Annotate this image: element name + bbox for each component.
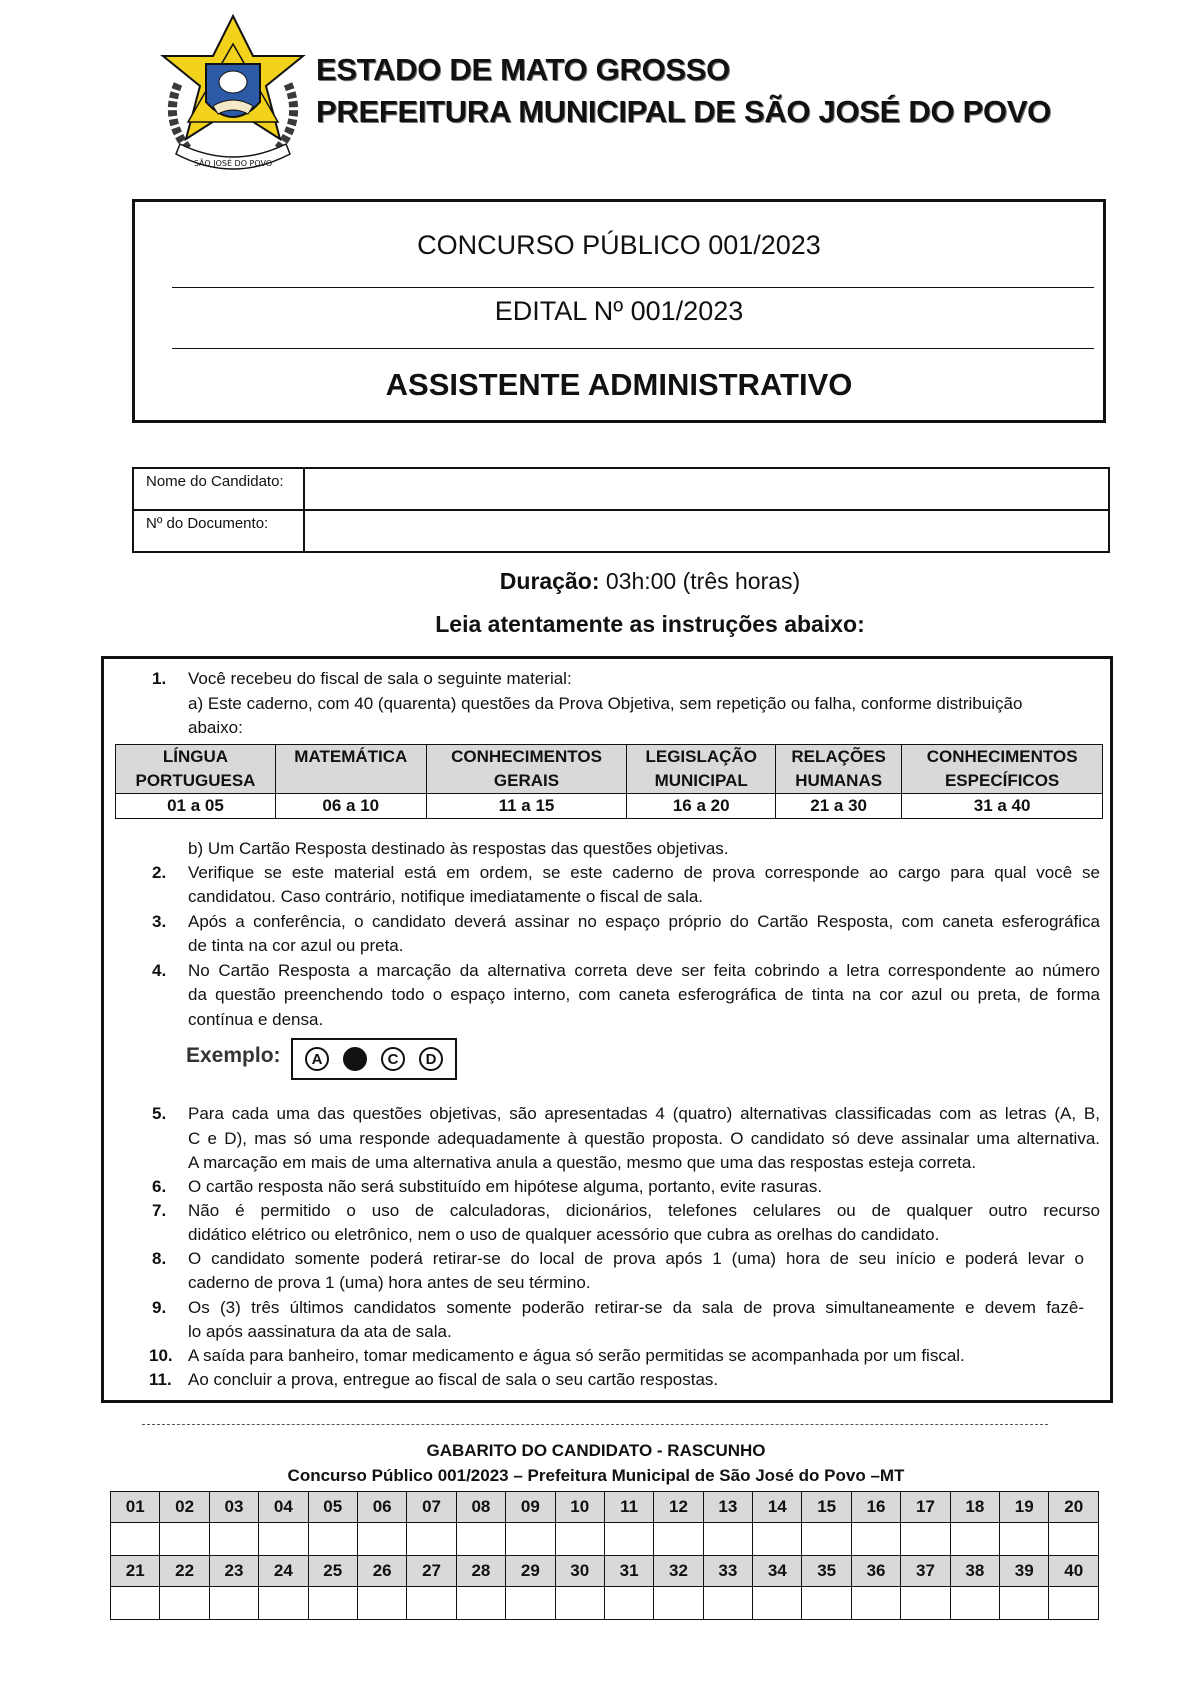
question-number: 10	[555, 1492, 604, 1523]
question-number: 32	[654, 1556, 703, 1587]
question-number: 16	[851, 1492, 900, 1523]
question-number: 17	[901, 1492, 950, 1523]
answer-cell[interactable]	[851, 1587, 900, 1620]
item-number: 11.	[149, 1370, 172, 1389]
instruction-text: Ao concluir a prova, entregue ao fiscal de sala o seu cartão respostas.	[188, 1370, 719, 1389]
question-number: 26	[357, 1556, 406, 1587]
position-title: ASSISTENTE ADMINISTRATIVO	[385, 367, 853, 402]
answer-marking-example	[186, 1038, 458, 1082]
answer-row	[111, 1587, 1099, 1620]
question-number: 40	[1049, 1556, 1099, 1587]
answer-cell[interactable]	[851, 1523, 900, 1556]
question-number: 02	[160, 1492, 209, 1523]
instruction-text: O candidato somente poderá retirar-se do local de prova após 1 (uma) hora de seu início e poderá levar o	[188, 1249, 1084, 1268]
question-number: 38	[950, 1556, 999, 1587]
subject-header: LÍNGUA PORTUGUESA	[116, 745, 276, 794]
state-name: ESTADO DE MATO GROSSO	[316, 52, 730, 87]
question-number: 05	[308, 1492, 357, 1523]
answer-cell[interactable]	[1000, 1587, 1049, 1620]
question-number: 22	[160, 1556, 209, 1587]
answer-key-subtitle: Concurso Público 001/2023 – Prefeitura Municipal de São José do Povo –MT	[287, 1466, 905, 1485]
question-range: 01 a 05	[116, 794, 276, 819]
candidate-name-field[interactable]	[304, 468, 1109, 510]
bubble-option-a: A	[305, 1047, 329, 1071]
answer-cell[interactable]	[209, 1523, 258, 1556]
item-number: 2.	[152, 863, 167, 882]
question-number-row	[111, 1556, 1099, 1587]
question-number: 34	[753, 1556, 802, 1587]
instruction-text: O cartão resposta não será substituído em hipótese alguma, portanto, evite rasuras.	[188, 1177, 823, 1196]
subject-header: CONHECIMENTOS ESPECÍFICOS	[902, 745, 1103, 794]
question-number: 13	[703, 1492, 752, 1523]
item-number: 10.	[149, 1346, 173, 1365]
instructions-box	[101, 656, 1113, 1403]
item-number: 1.	[152, 669, 167, 688]
answer-cell[interactable]	[901, 1587, 950, 1620]
instruction-text: b) Um Cartão Resposta destinado às respostas das questões objetivas.	[188, 839, 729, 858]
item-number: 8.	[152, 1249, 167, 1268]
answer-cell[interactable]	[357, 1523, 406, 1556]
bubble-option-b-filled: B	[343, 1047, 367, 1071]
instruction-text: didático elétrico ou eletrônico, nem o uso de qualquer acessório que cubra as orelhas do candidato.	[188, 1225, 940, 1244]
answer-cell[interactable]	[209, 1587, 258, 1620]
answer-cell[interactable]	[604, 1587, 653, 1620]
question-number: 08	[456, 1492, 505, 1523]
instruction-text: Os (3) três últimos candidatos somente poderão retirar-se da sala de prova simultaneamente e devem fazê-	[188, 1298, 1084, 1317]
question-number: 15	[802, 1492, 851, 1523]
answer-cell[interactable]	[703, 1523, 752, 1556]
answer-cell[interactable]	[703, 1587, 752, 1620]
answer-cell[interactable]	[506, 1523, 555, 1556]
instruction-text: candidatou. Caso contrário, notifique imediatamente o fiscal de sala.	[188, 887, 704, 906]
item-number: 9.	[152, 1298, 167, 1317]
instruction-text: de tinta na cor azul ou preta.	[188, 936, 404, 955]
instruction-text: A saída para banheiro, tomar medicamento e água só serão permitidas se acompanhada por um fiscal.	[188, 1346, 965, 1365]
item-number: 3.	[152, 912, 167, 931]
question-number: 27	[407, 1556, 456, 1587]
answer-cell[interactable]	[259, 1587, 308, 1620]
answer-cell[interactable]	[802, 1523, 851, 1556]
answer-cell[interactable]	[1049, 1523, 1099, 1556]
answer-cell[interactable]	[160, 1587, 209, 1620]
answer-cell[interactable]	[950, 1523, 999, 1556]
instruction-text: abaixo:	[188, 718, 243, 737]
item-number: 7.	[152, 1201, 167, 1220]
question-number: 24	[259, 1556, 308, 1587]
question-number: 06	[357, 1492, 406, 1523]
subject-header: CONHECIMENTOS GERAIS	[426, 745, 627, 794]
instruction-text: Você recebeu do fiscal de sala o seguinte material:	[188, 669, 572, 688]
question-number: 14	[753, 1492, 802, 1523]
answer-cell[interactable]	[407, 1587, 456, 1620]
question-distribution-table	[115, 744, 1103, 819]
question-number: 12	[654, 1492, 703, 1523]
duration-label: Duração:	[499, 568, 600, 594]
instruction-text: A marcação em mais de uma alternativa anula a questão, mesmo que uma das respostas esteja correta.	[188, 1153, 977, 1172]
question-number: 36	[851, 1556, 900, 1587]
candidate-name-label: Nome do Candidato:	[133, 468, 304, 510]
answer-cell[interactable]	[160, 1523, 209, 1556]
question-number: 01	[111, 1492, 160, 1523]
answer-cell[interactable]	[1000, 1523, 1049, 1556]
instruction-text: No Cartão Resposta a marcação da alternativa correta deve ser feita cobrindo a letra correspondente ao número	[188, 961, 1100, 980]
question-number: 07	[407, 1492, 456, 1523]
question-number: 23	[209, 1556, 258, 1587]
instruction-text: contínua e densa.	[188, 1010, 324, 1029]
question-range: 11 a 15	[426, 794, 627, 819]
question-number: 21	[111, 1556, 160, 1587]
instruction-text: lo após aassinatura da ata de sala.	[188, 1322, 452, 1341]
bubble-option-c: C	[381, 1047, 405, 1071]
answer-row	[111, 1523, 1099, 1556]
municipality-name: PREFEITURA MUNICIPAL DE SÃO JOSÉ DO POVO	[316, 94, 1051, 129]
answer-cell[interactable]	[308, 1587, 357, 1620]
question-number: 29	[506, 1556, 555, 1587]
answer-cell[interactable]	[901, 1523, 950, 1556]
contest-title: CONCURSO PÚBLICO 001/2023	[417, 230, 821, 260]
question-number: 31	[604, 1556, 653, 1587]
question-number: 18	[950, 1492, 999, 1523]
cut-line-separator	[142, 1424, 1048, 1425]
question-number: 20	[1049, 1492, 1099, 1523]
question-number: 33	[703, 1556, 752, 1587]
instruction-text: Não é permitido o uso de calculadoras, dicionários, telefones celulares ou de qualquer outro recurso	[188, 1201, 1100, 1220]
question-number: 25	[308, 1556, 357, 1587]
answer-cell[interactable]	[950, 1587, 999, 1620]
answer-key-title: GABARITO DO CANDIDATO - RASCUNHO	[426, 1441, 766, 1460]
answer-cell[interactable]	[111, 1587, 160, 1620]
question-number: 35	[802, 1556, 851, 1587]
answer-cell[interactable]	[506, 1587, 555, 1620]
item-number: 5.	[152, 1104, 167, 1123]
instruction-text: C e D), mas só uma responde adequadamente à questão proposta. O candidato só deve assinalar uma alternativa.	[188, 1129, 1100, 1148]
answer-cell[interactable]	[259, 1523, 308, 1556]
answer-cell[interactable]	[753, 1587, 802, 1620]
answer-cell[interactable]	[407, 1523, 456, 1556]
document-number-label: Nº do Documento:	[133, 510, 304, 552]
answer-cell[interactable]	[456, 1587, 505, 1620]
instruction-text: Para cada uma das questões objetivas, são apresentadas 4 (quatro) alternativas classificadas com as letras (A, B,	[188, 1104, 1100, 1123]
divider	[172, 287, 1094, 288]
bubble-option-d: D	[419, 1047, 443, 1071]
instruction-text: da questão preenchendo todo o espaço interno, com caneta esferográfica de tinta na cor azul ou preta, de forma	[188, 985, 1100, 1004]
question-number: 19	[1000, 1492, 1049, 1523]
duration-value: 03h:00 (três horas)	[605, 568, 801, 594]
answer-cell[interactable]	[555, 1587, 604, 1620]
instruction-text: a) Este caderno, com 40 (quarenta) questões da Prova Objetiva, sem repetição ou falha, conforme distribuição	[188, 694, 1023, 713]
answer-cell[interactable]	[802, 1587, 851, 1620]
answer-key-grid	[110, 1491, 1099, 1620]
question-range: 31 a 40	[902, 794, 1103, 819]
instructions-heading: Leia atentamente as instruções abaixo:	[435, 611, 865, 637]
question-number: 30	[555, 1556, 604, 1587]
answer-cell[interactable]	[111, 1523, 160, 1556]
subject-header: RELAÇÕES HUMANAS	[776, 745, 902, 794]
answer-cell[interactable]	[654, 1587, 703, 1620]
question-number: 03	[209, 1492, 258, 1523]
subject-header: LEGISLAÇÃO MUNICIPAL	[627, 745, 776, 794]
item-number: 6.	[152, 1177, 167, 1196]
answer-cell[interactable]	[456, 1523, 505, 1556]
edital-title: EDITAL Nº 001/2023	[494, 296, 744, 326]
crest-ribbon-text: SÃO JOSÉ DO POVO	[193, 159, 273, 168]
duration-line	[0, 568, 1192, 595]
question-range: 16 a 20	[627, 794, 776, 819]
subject-header: MATEMÁTICA	[275, 745, 426, 794]
question-number: 28	[456, 1556, 505, 1587]
item-number: 4.	[152, 961, 167, 980]
instruction-text: Após a conferência, o candidato deverá assinar no espaço próprio do Cartão Resposta, com caneta esferográfica	[188, 912, 1100, 931]
answer-cell[interactable]	[308, 1523, 357, 1556]
question-number: 11	[604, 1492, 653, 1523]
answer-cell[interactable]	[357, 1587, 406, 1620]
question-number-row	[111, 1492, 1099, 1523]
answer-cell[interactable]	[555, 1523, 604, 1556]
divider	[172, 348, 1094, 349]
question-number: 04	[259, 1492, 308, 1523]
answer-cell[interactable]	[1049, 1587, 1099, 1620]
municipal-crest-emblem	[158, 14, 308, 180]
question-number: 37	[901, 1556, 950, 1587]
example-label: Exemplo:	[186, 1044, 281, 1067]
document-number-field[interactable]	[304, 510, 1109, 552]
example-bubble-box	[291, 1038, 457, 1080]
question-range: 21 a 30	[776, 794, 902, 819]
answer-cell[interactable]	[604, 1523, 653, 1556]
candidate-info-table	[132, 467, 1110, 553]
answer-cell[interactable]	[654, 1523, 703, 1556]
question-range: 06 a 10	[275, 794, 426, 819]
instruction-text: caderno de prova 1 (uma) hora antes de seu término.	[188, 1273, 591, 1292]
instruction-text: Verifique se este material está em ordem, se este caderno de prova corresponde ao cargo para qual você se	[188, 863, 1100, 882]
question-number: 09	[506, 1492, 555, 1523]
title-box	[132, 199, 1106, 423]
question-number: 39	[1000, 1556, 1049, 1587]
answer-cell[interactable]	[753, 1523, 802, 1556]
